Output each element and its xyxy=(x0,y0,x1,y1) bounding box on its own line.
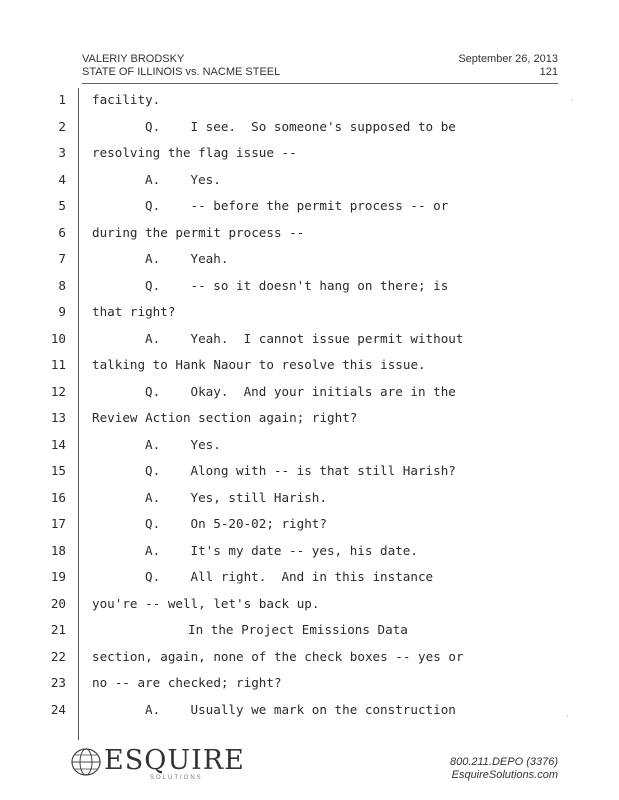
line-number: 13 xyxy=(50,410,66,425)
line-number: 2 xyxy=(58,118,66,134)
transcript-line xyxy=(0,649,619,669)
transcript-line xyxy=(0,278,619,298)
line-number: 20 xyxy=(50,595,66,611)
line-number: 8 xyxy=(58,277,66,293)
line-number: 14 xyxy=(50,436,66,452)
line-text: Q. All right. And in this instance xyxy=(145,569,434,584)
transcript-line xyxy=(0,437,619,457)
line-number: 11 xyxy=(50,357,66,372)
line-number: 19 xyxy=(50,569,66,584)
transcript-line xyxy=(0,251,619,271)
line-number: 22 xyxy=(50,648,66,664)
line-number: 9 xyxy=(58,304,66,319)
line-text: Q. Okay. And your initials are in the xyxy=(145,383,456,399)
line-number: 1 xyxy=(58,92,66,107)
line-number: 21 xyxy=(50,622,66,637)
line-number: 12 xyxy=(50,383,66,399)
line-text: talking to Hank Naour to resolve this issue. xyxy=(92,357,426,372)
page-header xyxy=(82,53,558,84)
line-text: section, again, none of the check boxes -- yes or xyxy=(92,648,464,664)
line-number: 6 xyxy=(58,224,66,240)
transcript-line xyxy=(0,622,619,642)
transcript-line xyxy=(0,596,619,616)
globe-icon xyxy=(70,747,102,777)
footer-website: EsquireSolutions.com xyxy=(451,769,558,781)
line-text: Q. On 5-20-02; right? xyxy=(145,516,327,531)
line-text: A. It's my date -- yes, his date. xyxy=(145,542,418,558)
line-number: 15 xyxy=(50,463,66,478)
scan-mark: ˊ xyxy=(570,98,573,108)
line-text: that right? xyxy=(92,304,176,319)
transcript-line xyxy=(0,516,619,536)
line-number: 7 xyxy=(58,251,66,266)
transcript-line xyxy=(0,172,619,192)
line-text: Review Action section again; right? xyxy=(92,410,358,425)
line-text: Q. I see. So someone's supposed to be xyxy=(145,118,456,134)
line-number: 18 xyxy=(50,542,66,558)
line-text: during the permit process -- xyxy=(92,224,305,240)
case-title: STATE OF ILLINOIS vs. NACME STEEL xyxy=(82,66,281,78)
transcript-line xyxy=(0,543,619,563)
transcript-line xyxy=(0,119,619,139)
footer-phone: 800.211.DEPO (3376) xyxy=(449,756,558,768)
transcript-line xyxy=(0,569,619,589)
transcript-line xyxy=(0,331,619,351)
line-text: facility. xyxy=(92,92,161,107)
line-text: Q. Along with -- is that still Harish? xyxy=(145,463,456,478)
transcript-line xyxy=(0,357,619,377)
page-number: 121 xyxy=(539,66,558,78)
line-text: A. Yes. xyxy=(145,436,221,452)
line-text: A. Yes, still Harish. xyxy=(145,489,327,505)
line-text: Q. -- so it doesn't hang on there; is xyxy=(145,277,449,293)
transcript-line xyxy=(0,384,619,404)
line-text: no -- are checked; right? xyxy=(92,675,282,690)
witness-name: VALERIY BRODSKY xyxy=(82,53,185,65)
transcript-line xyxy=(0,145,619,165)
line-text: A. Yeah. I cannot issue permit without xyxy=(145,330,464,346)
line-number: 23 xyxy=(50,675,66,690)
transcript-line xyxy=(0,702,619,722)
transcript-line xyxy=(0,675,619,695)
logo-subtext: SOLUTIONS xyxy=(150,775,203,781)
line-number: 16 xyxy=(50,489,66,505)
line-number: 24 xyxy=(50,701,66,717)
line-text: A. Yes. xyxy=(145,171,221,187)
transcript-line xyxy=(0,490,619,510)
scan-mark: ˋ xyxy=(566,714,569,724)
line-text: A. Usually we mark on the construction xyxy=(145,701,456,717)
line-number: 5 xyxy=(58,198,66,213)
transcript-line xyxy=(0,92,619,112)
footer-contact xyxy=(450,756,558,782)
line-number: 3 xyxy=(58,145,66,160)
transcript-line xyxy=(0,225,619,245)
logo-text: ESQUIRE xyxy=(104,745,245,776)
line-text: Q. -- before the permit process -- or xyxy=(145,198,449,213)
header-right xyxy=(458,53,558,79)
line-text: A. Yeah. xyxy=(145,251,229,266)
line-number: 17 xyxy=(50,516,66,531)
line-text: resolving the flag issue -- xyxy=(92,145,297,160)
header-left xyxy=(82,53,280,79)
line-text: In the Project Emissions Data xyxy=(188,622,408,637)
esquire-logo xyxy=(70,745,250,781)
deposition-date: September 26, 2013 xyxy=(458,53,558,65)
transcript-line xyxy=(0,463,619,483)
transcript-line xyxy=(0,410,619,430)
transcript-line xyxy=(0,198,619,218)
line-text: you're -- well, let's back up. xyxy=(92,595,320,611)
line-number: 10 xyxy=(50,330,66,346)
transcript-line xyxy=(0,304,619,324)
line-number: 4 xyxy=(58,171,66,187)
